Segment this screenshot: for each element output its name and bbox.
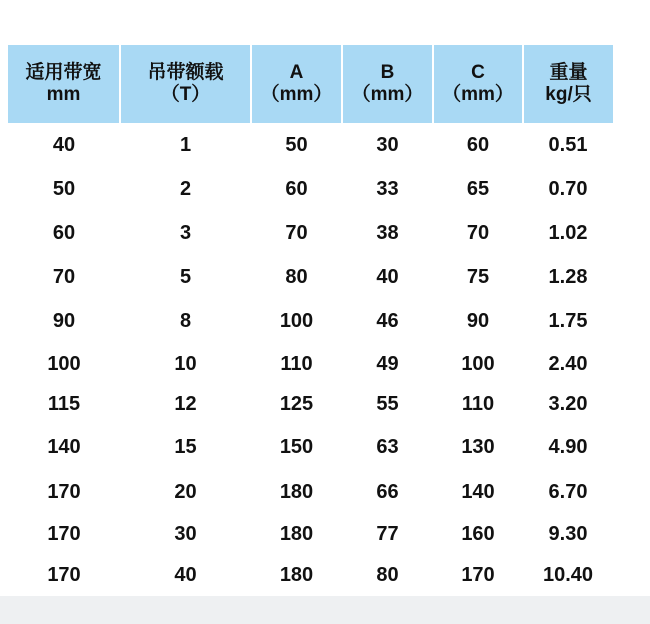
header-unit: mm — [46, 84, 81, 105]
cell-rated-load: 40 — [174, 563, 197, 586]
cell-a: 125 — [279, 392, 314, 415]
header-label: 吊带额载 — [147, 62, 224, 83]
cell-a: 50 — [285, 133, 308, 156]
cell-c: 90 — [466, 310, 490, 332]
table-row — [8, 255, 613, 299]
cell-c: 160 — [461, 523, 495, 545]
cell-rated-load: 8 — [179, 310, 192, 332]
cell-rated-load: 10 — [174, 352, 197, 375]
cell-c: 130 — [461, 435, 495, 458]
header-label: B — [380, 62, 395, 83]
cell-rated-load: 20 — [174, 480, 197, 503]
header-row — [8, 45, 613, 123]
table-row — [8, 514, 613, 555]
cell-b: 30 — [376, 133, 399, 156]
cell-a: 180 — [279, 523, 314, 545]
cell-c: 60 — [466, 133, 490, 156]
spec-table — [8, 45, 613, 595]
cell-b: 77 — [376, 523, 399, 545]
cell-b: 33 — [376, 177, 399, 200]
header-unit: （mm） — [442, 84, 514, 105]
cell-c: 75 — [466, 265, 490, 288]
cell-c: 170 — [461, 563, 495, 586]
header-label: 重量 — [549, 62, 588, 83]
cell-c: 100 — [461, 352, 495, 375]
table-row — [8, 123, 613, 167]
cell-weight: 0.70 — [548, 177, 588, 200]
cell-weight: 9.30 — [548, 523, 588, 545]
cell-a: 80 — [285, 265, 308, 288]
cell-belt-width: 40 — [52, 133, 76, 156]
cell-c: 110 — [461, 392, 495, 415]
header-b — [342, 45, 433, 123]
bottom-band — [0, 596, 650, 624]
cell-weight: 6.70 — [548, 480, 588, 503]
header-c — [433, 45, 523, 123]
cell-rated-load: 5 — [179, 265, 192, 288]
cell-rated-load: 2 — [179, 177, 192, 200]
cell-belt-width: 50 — [52, 177, 76, 200]
table-row — [8, 344, 613, 384]
cell-belt-width: 170 — [47, 563, 81, 586]
cell-weight: 1.75 — [548, 310, 588, 332]
cell-belt-width: 70 — [52, 265, 76, 288]
cell-belt-width: 115 — [47, 392, 81, 415]
cell-b: 63 — [376, 435, 399, 458]
cell-a: 60 — [285, 177, 308, 200]
table-row — [8, 384, 613, 424]
table-row — [8, 167, 613, 211]
cell-weight: 2.40 — [548, 352, 588, 375]
cell-belt-width: 170 — [47, 480, 81, 503]
cell-b: 46 — [376, 310, 399, 332]
header-unit: （T） — [160, 84, 211, 105]
table-row — [8, 555, 613, 595]
header-a — [251, 45, 342, 123]
cell-rated-load: 3 — [179, 221, 192, 244]
cell-belt-width: 170 — [47, 523, 81, 545]
table-row — [8, 470, 613, 514]
cell-c: 70 — [466, 221, 490, 244]
cell-a: 70 — [285, 221, 308, 244]
cell-weight: 1.02 — [548, 221, 588, 244]
cell-weight: 0.51 — [548, 133, 588, 156]
cell-b: 80 — [376, 563, 399, 586]
header-weight — [523, 45, 613, 123]
cell-weight: 3.20 — [548, 392, 588, 415]
header-unit: （mm） — [351, 84, 424, 105]
cell-b: 55 — [376, 392, 399, 415]
cell-rated-load: 12 — [174, 392, 197, 415]
cell-c: 140 — [461, 480, 495, 503]
cell-weight: 1.28 — [548, 265, 588, 288]
cell-belt-width: 140 — [47, 435, 81, 458]
header-label: C — [471, 62, 485, 83]
cell-b: 66 — [376, 480, 399, 503]
cell-b: 38 — [376, 221, 399, 244]
table-row — [8, 424, 613, 470]
header-belt-width — [8, 45, 120, 123]
cell-weight: 4.90 — [548, 435, 588, 458]
cell-a: 100 — [279, 310, 314, 332]
cell-b: 49 — [376, 352, 399, 375]
cell-c: 65 — [466, 177, 490, 200]
table-header — [8, 45, 613, 123]
cell-belt-width: 100 — [47, 352, 81, 375]
cell-rated-load: 30 — [174, 523, 197, 545]
header-rated-load — [120, 45, 251, 123]
header-unit: （mm） — [260, 84, 333, 105]
cell-a: 180 — [279, 563, 314, 586]
cell-a: 150 — [279, 435, 314, 458]
cell-rated-load: 15 — [174, 435, 197, 458]
cell-rated-load: 1 — [179, 133, 192, 156]
cell-b: 40 — [376, 265, 399, 288]
header-label: 适用带宽 — [25, 62, 102, 83]
table-body — [8, 123, 613, 595]
cell-a: 180 — [279, 480, 314, 503]
table-row — [8, 299, 613, 344]
header-unit: kg/只 — [545, 84, 592, 105]
header-label: A — [289, 62, 304, 83]
cell-belt-width: 90 — [52, 310, 76, 332]
cell-belt-width: 60 — [52, 221, 76, 244]
table-row — [8, 211, 613, 255]
cell-a: 110 — [280, 352, 313, 375]
cell-weight: 10.40 — [542, 563, 594, 586]
